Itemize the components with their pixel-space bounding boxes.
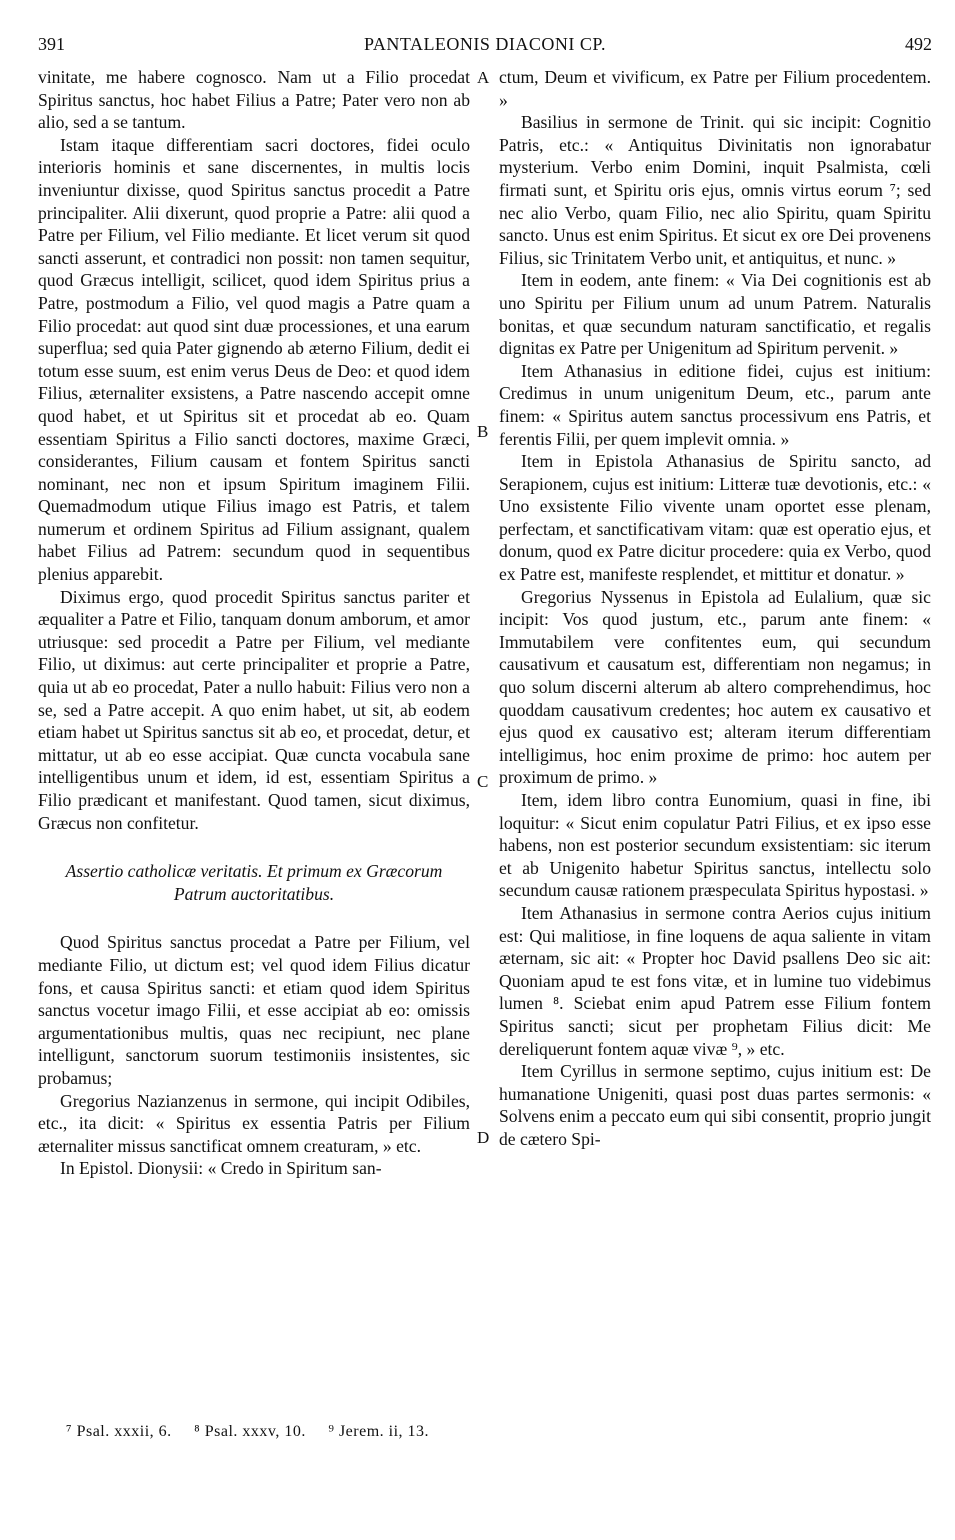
page-number-left: 391 xyxy=(38,34,65,54)
paragraph: Quod Spiritus sanctus procedat a Patre per Filium, vel mediante Filio, ut dictum est; vel quod idem Filius dicatur fons, et causa Spiritus sancti: et etiam quod idem Spiritus sanctus vocetur imago Filii, et esse accipiat ab eo: omissis argumentationibus multis, quas nec recipiunt, nec plane intelligunt, sanctorum suorum testimoniis insistentes, sic probamus; xyxy=(38,932,470,1088)
margin-letter-a: A xyxy=(477,68,490,87)
paragraph: In Epistol. Dionysii: « Credo in Spiritum san- xyxy=(60,1158,382,1179)
footnotes xyxy=(66,1423,447,1441)
paragraph: Istam itaque differentiam sacri doctores, fidei oculo interioris hominis et sane discernentes, in multis locis inveniuntur dixisse, quod Spiritus sanctus procedit a Patre principaliter. Alii dixerunt, quod proprie a Patre: alii quod a Patre per Filium, vel Filio mediante. Et licet verum sit quod sancti asserunt, et contradici non possit: non tamen sequitur, quod Græcus intelligit, scilicet, quod idem Spiritus prius a Patre, postmodum a Filio, vel quod magis a Patre quam a Filio procedat: aut quod sint duæ processiones, et una earum superflua; sed quia Pater gignendo ab æterno Filium, dedit ei totum esse suum, est enim verus Deus de Deo: et quod idem Filius, æternaliter exsistens, a Patre nascendo accepit omne quod habet, et ut Spiritus sit et procedat ab eo. Quam essentiam Spiritus a Filio sancti doctores, maxime Græci, considerantes, Filium causam et fontem Spiritus sancti nominant, nec non et ipsum Spiritum imaginem Filii. Quemadmodum utique Filius imago est Patris, et talem numerum et ordinem Spiritus ad Filium assignant, qualem habet Filius ad Patrem: secundum quod in sequentibus plenius apparebit. xyxy=(38,134,470,585)
footnote: ⁸ Psal. xxxv, 10. xyxy=(194,1423,306,1440)
paragraph: Diximus ergo, quod procedit Spiritus sanctus pariter et æqualiter a Patre et Filio, tanquam donum amborum, et amor utriusque: sed procedit a Patre per Filium, vel mediante Filio, ut diximus: aut certe principaliter et proprie a Patre, quia ut ab eo procedat, Pater a nullo habuit: Filius vero non a se, sed a Patre accepit. A quo enim habet, ut sit, ab eodem etiam habet ut Spiritus sanctus sit ab eo, et procedat, detur, et mittatur, ut ab eo esse accipiat. Quæ cuncta vocabula sane intelligentibus unum et idem, id est, essentiam Spiritus a Filio prædicant et manifestant. Quod tamen, sicut diximus, Græcus non confitetur. xyxy=(38,586,470,833)
margin-letter-b: B xyxy=(477,422,489,441)
paragraph: vinitate, me habere cognosco. Nam ut a Filio procedat Spiritus sanctus, hoc habet Filius a Patre; Pater vero non ab alio, sed a se tantum. xyxy=(38,67,470,133)
footnote: ⁷ Psal. xxxii, 6. xyxy=(66,1423,172,1440)
paragraph: Gregorius Nazianzenus in sermone, qui incipit Odibiles, etc., ita dicit: « Spiritus ex essentia Patris per Filium æternaliter missus sanctificat omnem creaturam, » etc. xyxy=(38,1090,470,1156)
paragraph: Item Athanasius in editione fidei, cujus est initium: Credimus in unum unigenitum Deum, etc., parum ante finem: « Spiritus autem sanctus processivum ens Patris, et ferentis Filii, per quem implevit omnia. » xyxy=(499,360,931,449)
right-column xyxy=(499,66,931,1151)
left-column xyxy=(38,66,470,1180)
paragraph: Basilius in sermone de Trinit. qui sic incipit: Cognitio Patris, etc.: « Antiquitus Divinitatis non ignorabatur mysterium. Verbo enim Domini, inquit Psalmista, cœli firmati sunt, et Spiritu oris ejus, omnis virtus eorum ⁷; sed nec alio Verbo, quam Filio, nec alio Spiritu, quam Spiritu sancto. Unus est enim Spiritus. Et sicut ex ore Dei provenens Filius, sic Trinitatem Verbo unit, et antiquitus, et nunc. » xyxy=(499,112,931,268)
paragraph: Item in Epistola Athanasius de Spiritu sancto, ad Serapionem, cujus est initium: Litteræ tuæ devotionis, etc.: « Uno exsistente Filio vivente unam oportet esse plenam, perfectam, et sanctificativam vitam: quæ est operatio ejus, et donum, quod ex Patre dicitur procedere: quia ex Verbo, quod ex Patre est, manifeste resplendet, et mittitur et donatur. » xyxy=(499,451,931,585)
page-number-right: 492 xyxy=(905,34,932,54)
paragraph: Item in eodem, ante finem: « Via Dei cognitionis est ab uno Spiritu per Filium unum ad unum Patrem. Naturalis bonitas, et quæ secundum naturam sanctificatio, et regalis dignitas ex Patre per Unigenitum ad Spiritum pervenit. » xyxy=(499,270,931,359)
margin-letter-d: D xyxy=(477,1128,490,1147)
paragraph: Item, idem libro contra Eunomium, quasi in fine, ibi loquitur: « Sicut enim copulatur Patri Filius, et ex ipso esse habens, non est posterior secundum exsistentiam: sic iterum et ab Unigenito habetur Spiritus sanctus, intellectu solo secundum causæ rationem præspeculata Spiritus hypostasi. » xyxy=(499,790,931,901)
paragraph: Item Cyrillus in sermone septimo, cujus initium est: De humanatione Unigeniti, quasi post duas partes sermonis: « Solvens enim a peccato eum qui sibi consentit, proprio jungit de cætero Spi- xyxy=(499,1061,931,1149)
running-title: PANTALEONIS DIACONI CP. xyxy=(364,34,606,54)
running-header xyxy=(38,34,932,60)
paragraph: ctum, Deum et vivificum, ex Patre per Filium procedentem. » xyxy=(499,67,931,110)
footnote: ⁹ Jerem. ii, 13. xyxy=(328,1423,430,1440)
paragraph: Gregorius Nyssenus in Epistola ad Eulalium, quæ sic incipit: Vos quod justum, etc., parum ante finem: « Immutabilem vere confitentes eum, qui secundum causativum et causatum est, differentiam non negamus; in quo solum discerni alterum ab altero comprehendimus, hoc quoddam causativum credentes; hoc autem ex causativo et ejus quod ex causativo est; alteram iterum differentiam intelligimus, hoc enim proxime de primo: hoc autem per proximum de primo. » xyxy=(499,586,931,788)
section-heading: Assertio catholicæ veritatis. Et primum ex Græcorum Patrum auctoritatibus. xyxy=(65,861,443,904)
paragraph: Item Athanasius in sermone contra Aerios cujus initium est: Qui malitiose, in fine loquens de aqua saliente in vitam æternam, sic ait: « Propter hoc David psallens Deo sic ait: Quoniam apud te est fons vitæ, et in lumine tuo videbimus lumen ⁸. Sciebat enim apud Patrem esse Filium fontem Spiritus sancti; sicut per prophetam Filius dicit: Me dereliquerunt fontem aquæ vivæ ⁹, » etc. xyxy=(499,902,931,1059)
margin-letter-c: C xyxy=(477,772,489,791)
